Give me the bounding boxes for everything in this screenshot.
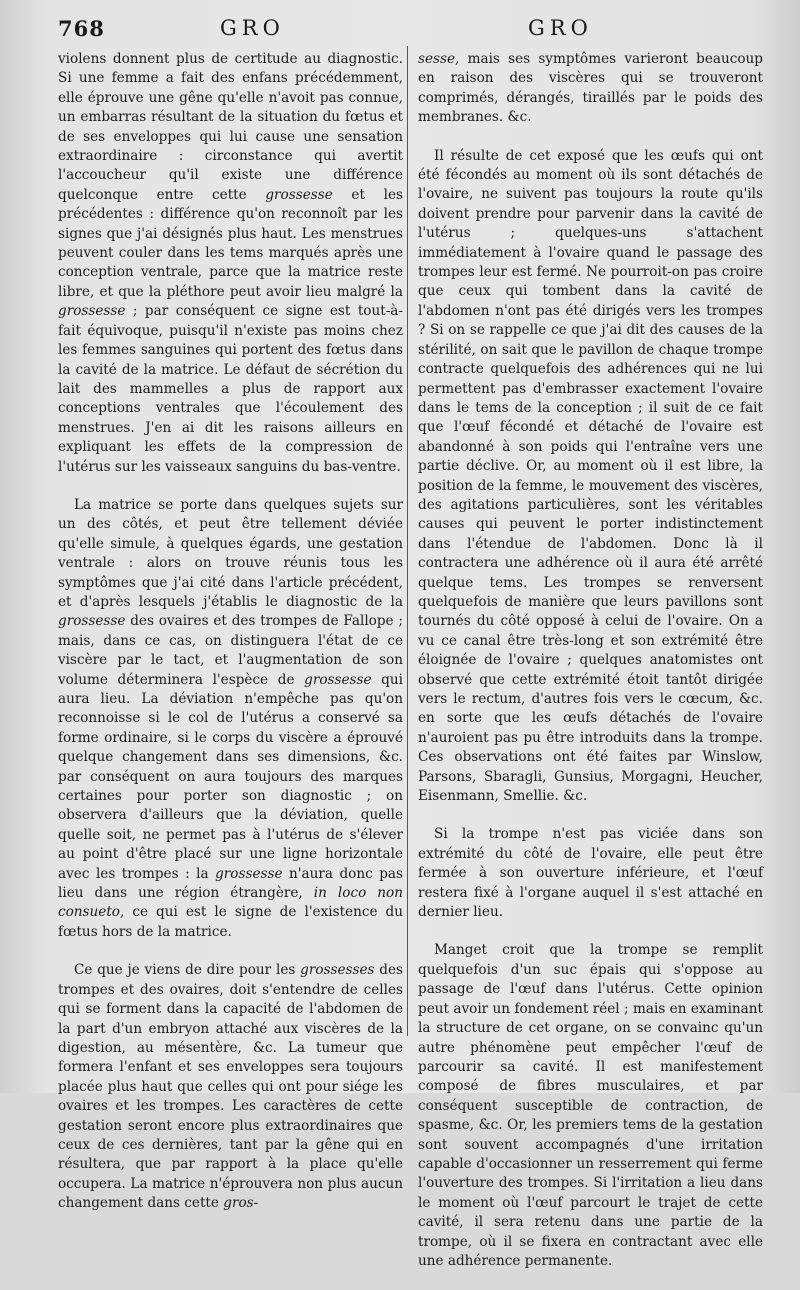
text-run: ; par conséquent ce signe est tout-à-fait équivoque, puisqu'il n'existe pas moins chez les femmes sanguines qui portent des fœtus dans la cavité de la matrice. Le défaut de sécrétion du lait des mammelles a plus de rapport aux conceptions ventrales que l'écoulement des menstrues. J'en ai dit les raisons ailleurs en expliquant les effets de la compression de l'utérus sur les vaisseaux sanguins du bas-ventre. [58, 303, 403, 475]
text-run: Ce que je viens de dire pour les [74, 962, 301, 979]
italic-text: grossesse [58, 303, 126, 320]
running-head-left: GRO [220, 16, 285, 40]
text-run: , mais ses symptômes varieront beaucoup en raison des viscères qui se trouveront comprimés, dérangés, tiraillés par le poids des membranes. &c. [418, 51, 763, 126]
text-run: Il résulte de cet exposé que les œufs qui ont été fécondés au moment où ils sont détachés de l'ovaire, ne suivent pas toujours la route qu'ils doivent prendre pour parvenir dans la cavité de l'utérus ; quelques-uns s'attachent immédiatement à l'ovaire quand le passage des trompes leur est fermé. Ne pourroit-on pas croire que ceux qui tombent dans la cavité de l'abdomen n'ont pas été dirigés vers les trompes ? Si on se rappelle ce que j'ai dit des causes de la stérilité, on sait que le pavillon de chaque trompe contracte quelquefois des adhérences qui ne lui permettent pas d'embrasser exactement l'ovaire dans le tems de la conception ; il suit de ce fait que l'œuf fécondé et détaché de l'ovaire est abandonné à son poids qui l'entraîne vers une partie déclive. Or, au moment où il est libre, la position de la femme, le mouvement des viscères, des agitations particulières, sont les véritables causes qui peuvent le porter indistinctement dans l'étendue de l'abdomen. Donc là il contractera une adhérence où il aura été arrêté quelque tems. Les trompes se renversent quelquefois de manière que leurs pavillons sont tournés du côté opposé à celui de l'ovaire. On a vu ce canal être très-long et son extrémité être éloignée de l'ovaire ; quelques anatomistes ont observé que cette extrémité étoit tantôt dirigée vers le rectum, d'autres fois vers le cœcum, &c. en sorte que les œufs détachés de l'ovaire n'auroient pas pu être introduits dans la trompe. Ces observations ont été faites par Winslow, Parsons, Sbaragli, Gunsius, Morgagni, Heucher, Eisenmann, Smellie. &c. [418, 147, 763, 805]
italic-text: in loco non consueto [58, 885, 403, 921]
text-run: , ce qui est le signe de l'existence du fœtus hors de la matrice. [58, 904, 403, 940]
italic-text: grossesse [58, 613, 126, 630]
paragraph [418, 50, 763, 128]
text-run: des trompes et des ovaires, doit s'entendre de celles qui se forment dans la capacité de l'abdomen de la part d'un embryon attaché aux viscères de la digestion, au mésentère, &c. La tumeur que formera l'enfant et ses enveloppes sera toujours placée plus haut que celles qui ont pour siége les ovaires et les trompes. Les caractères de cette gestation seront encore plus extraordinaires que ceux de ces dernières, tant par la gêne qui en résultera, que par rapport à la place qu'elle occupera. La matrice n'éprouvera non plus aucun changement dans cette [58, 962, 403, 1212]
text-run: n'aura donc pas lieu dans une région étrangère, [58, 865, 403, 902]
paragraph [418, 147, 763, 807]
page-number: 768 [58, 16, 105, 41]
italic-text: gros- [223, 1195, 259, 1212]
italic-text: sesse [418, 51, 456, 67]
paragraph [418, 825, 763, 922]
italic-text: grossesse [215, 865, 283, 882]
italic-text: grossesse [304, 671, 372, 688]
paragraph [58, 496, 403, 942]
left-column [58, 50, 403, 1233]
running-head-right: GRO [528, 16, 593, 40]
text-run: des ovaires et des trompes de Fallope ; mais, dans ce cas, on distinguera l'état de ce viscère par le tact, et l'augmentation de son volume déterminera l'espèce de [58, 613, 403, 688]
text-run: La matrice se porte dans quelques sujets sur un des côtés, et peut être tellement déviée qu'elle simule, à quelques égards, une gestation ventrale : alors on trouve réunis tous les symptômes que j'ai cité dans l'article précédent, et d'après lesquels j'établis le diagnostic de la [58, 496, 403, 610]
paragraph [418, 941, 763, 1271]
italic-text: grossesse [265, 186, 333, 203]
paragraph [58, 961, 403, 1213]
text-run: et les précédentes : différence qu'on reconnoît par les signes que j'ai désignés plus haut. Les menstrues peuvent couler dans les tems marqués après une conception ventrale, parce que la matrice reste libre, et que la pléthore peut avoir lieu malgré la [58, 186, 403, 300]
text-run: Si la trompe n'est pas viciée dans son extrémité du côté de l'ovaire, elle peut être fermée à son ouverture inférieure, et l'œuf restera fixé à l'organe auquel il s'est attaché en dernier lieu. [418, 826, 763, 921]
text-run: violens donnent plus de certitude au diagnostic. Si une femme a fait des enfans précédemment, elle éprouve une gêne qu'elle n'avoit pas connue, un embarras résultant de la situation du fœtus et de ses enveloppes qui lui cause une sensation extraordinaire : circonstance qui avertit l'accoucheur qu'il existe une différence quelconque entre cette [58, 51, 403, 203]
paragraph [58, 50, 403, 477]
text-run: qui aura lieu. La déviation n'empêche pas qu'on reconnoisse si le col de l'utérus a conservé sa forme ordinaire, si le corps du viscère a éprouvé quelque changement dans ses dimensions, &c. par conséquent on aura toujours des marques certaines pour porter son diagnostic ; on observera d'ailleurs que la déviation, quelle quelle soit, ne permet pas à l'utérus de s'élever au point d'être placé sur une ligne horizontale avec les trompes : la [58, 671, 403, 882]
right-column [418, 50, 763, 1290]
column-divider [407, 46, 408, 1036]
text-run: Manget croit que la trompe se remplit quelquefois d'un suc épais qui s'oppose au passage de l'œuf dans l'utérus. Cette opinion peut avoir un fondement réel ; mais en examinant la structure de cet organe, on se convainc qu'un autre phénomène peut empêcher l'œuf de parcourir sa cavité. Il est manifestement composé de fibres musculaires, et par conséquent susceptible de contraction, de spasme, &c. Or, les premiers tems de la gestation sont souvent accompagnés d'une irritation capable d'occasionner un resserrement qui ferme l'ouverture des trompes. Si l'irritation a lieu dans le moment où l'œuf parcourt le trajet de cette cavité, il sera retenu dans une partie de la trompe, où il se fixera en contractant avec elle une adhérence permanente. [418, 942, 763, 1269]
italic-text: grossesses [300, 962, 375, 979]
